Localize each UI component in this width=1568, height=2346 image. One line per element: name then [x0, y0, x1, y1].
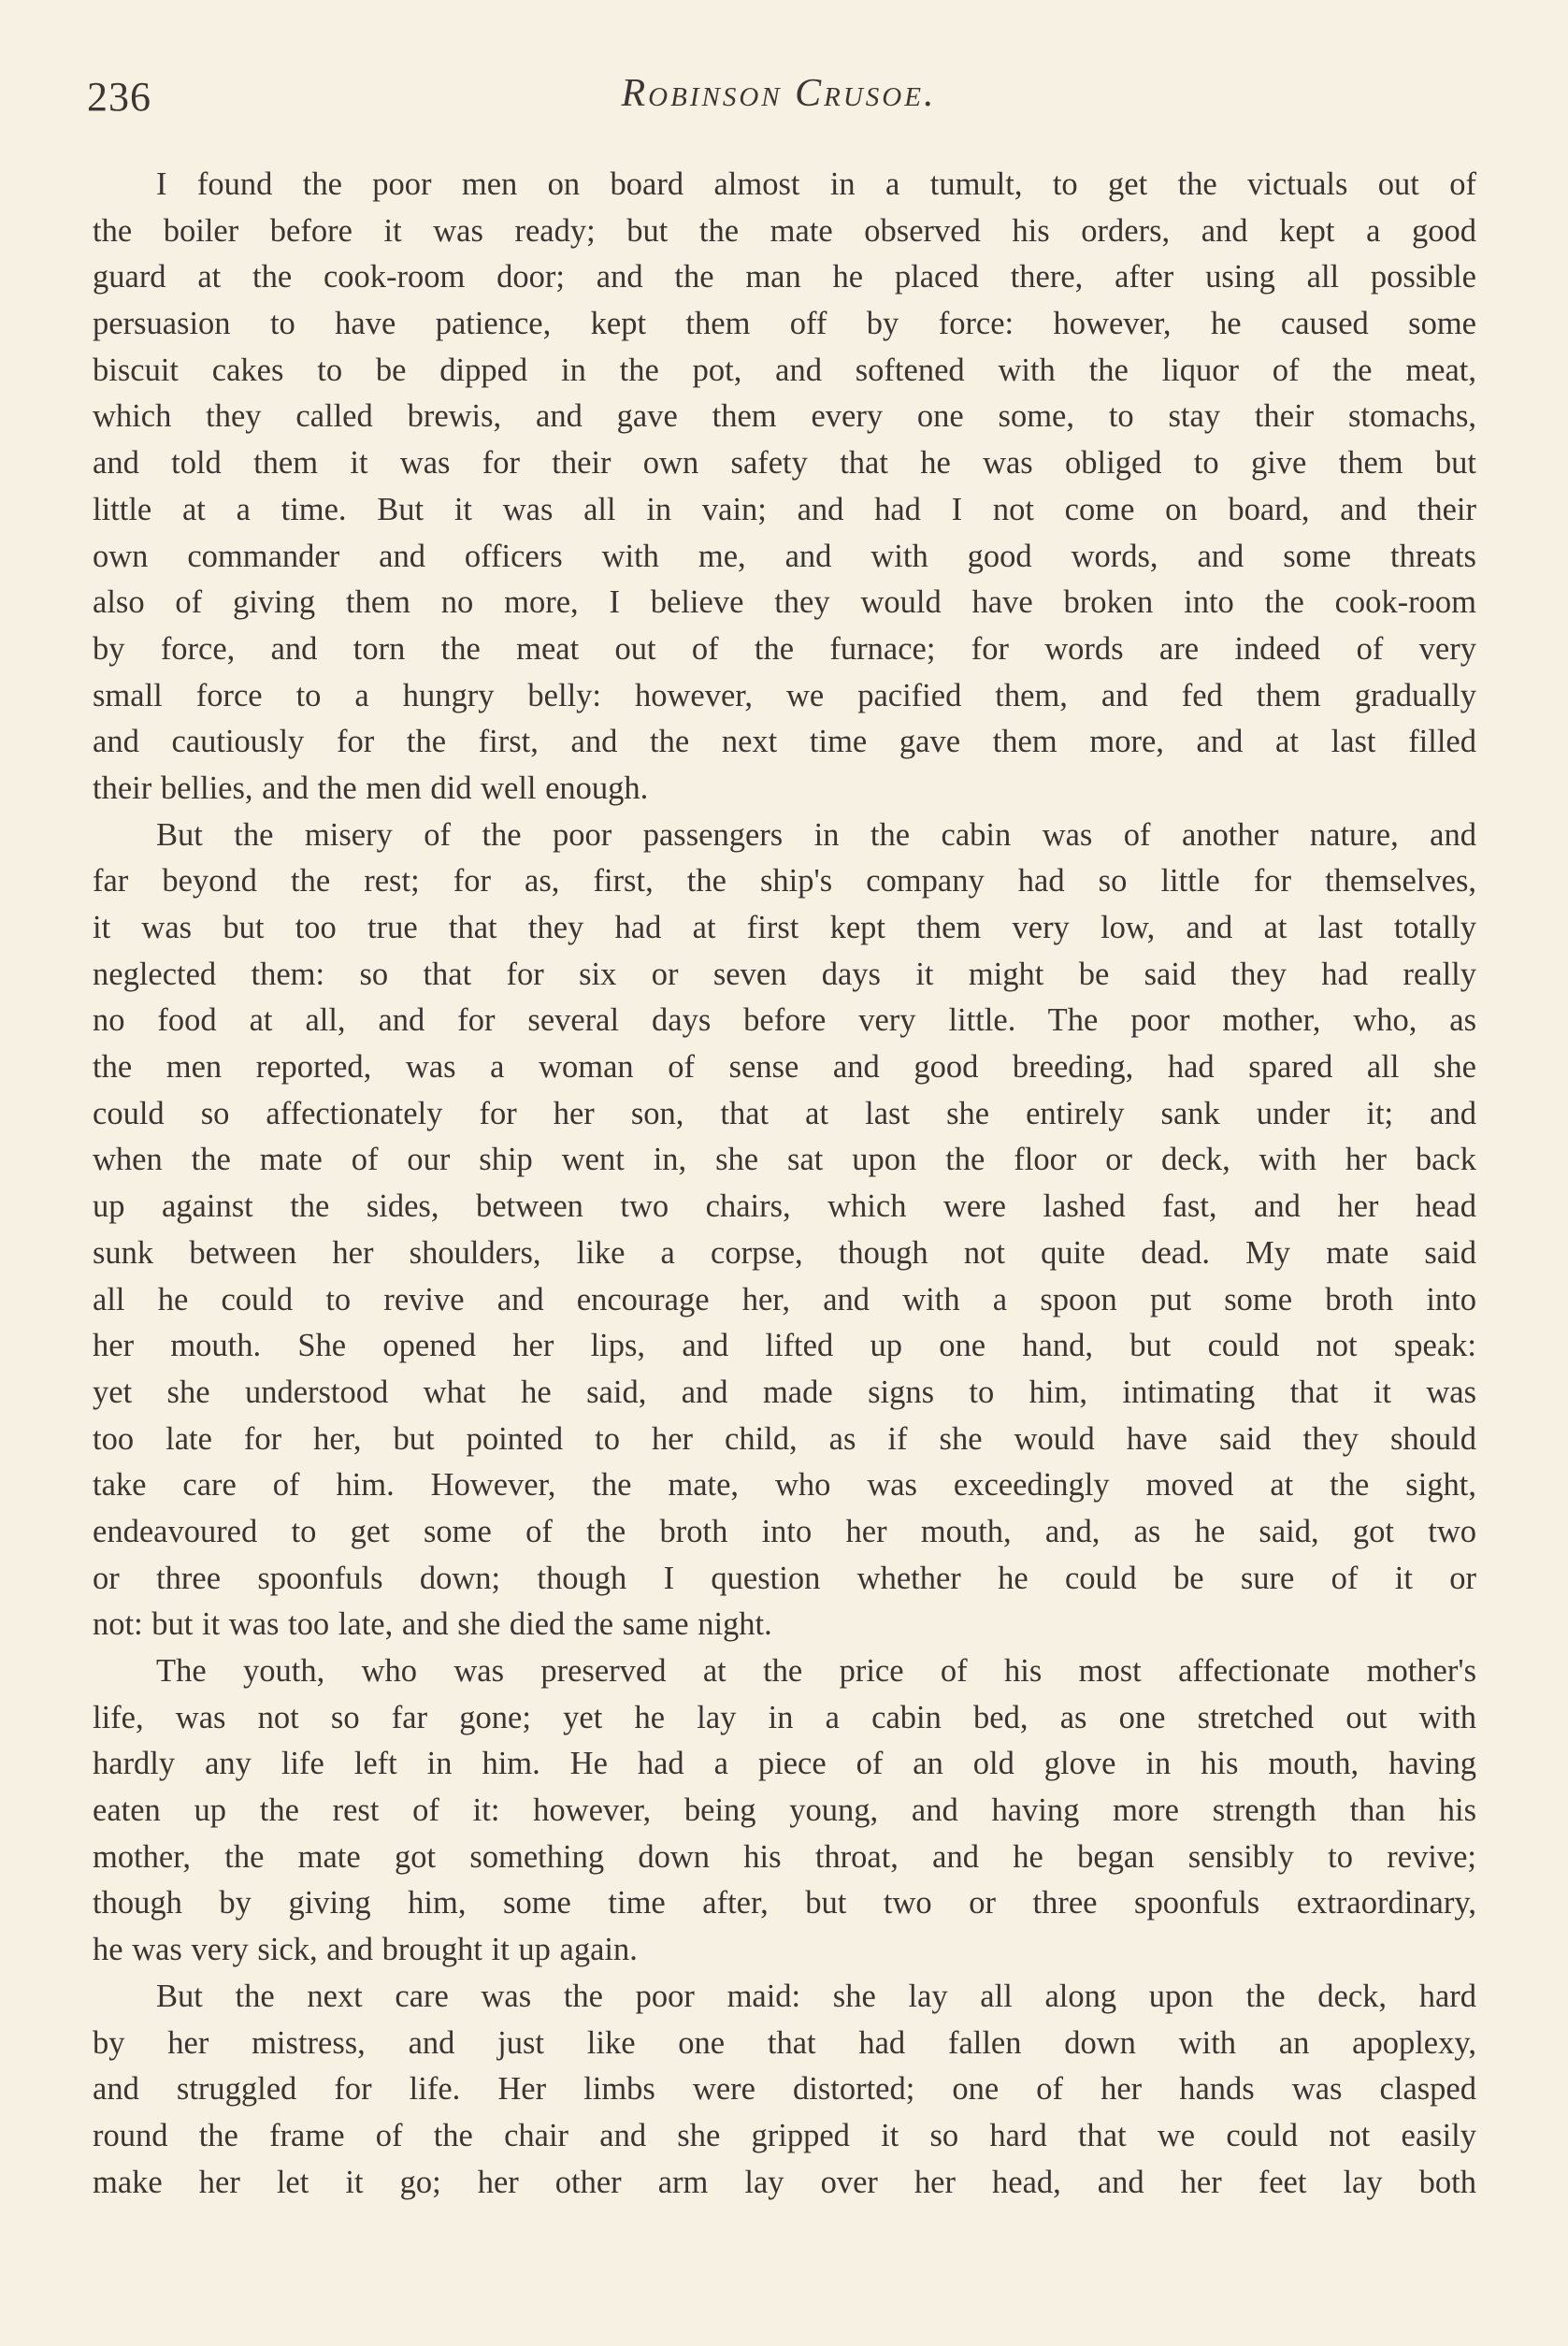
text-line: no food at all, and for several days before very little. The poor mother, who, as [93, 1002, 1476, 1039]
text-line: which they called brewis, and gave them every one some, to stay their stomachs, [93, 398, 1476, 435]
text-line: neglected them: so that for six or seven days it might be said they had really [93, 956, 1476, 992]
text-line: guard at the cook-room door; and the man he placed there, after using all possible [93, 259, 1476, 295]
text-line: could so affectionately for her son, that at last she entirely sank under it; and [93, 1095, 1476, 1131]
running-title: Robinson Crusoe. [621, 72, 937, 115]
text-line: endeavoured to get some of the broth into her mouth, and, as he said, got two [93, 1513, 1476, 1549]
text-line: when the mate of our ship went in, she sat upon the floor or deck, with her back [93, 1142, 1476, 1178]
text-line: round the frame of the chair and she gripped it so hard that we could not easily [93, 2117, 1476, 2153]
text-line: up against the sides, between two chairs, which were lashed fast, and her head [93, 1188, 1476, 1225]
text-line: their bellies, and the men did well enough. [93, 770, 649, 806]
text-line: mother, the mate got something down his throat, and he began sensibly to revive; [93, 1838, 1476, 1875]
text-line: I found the poor men on board almost in a tumult, to get the victuals out of [156, 166, 1476, 202]
text-line: little at a time. But it was all in vain; and had I not come on board, and their [93, 491, 1476, 527]
text-line: biscuit cakes to be dipped in the pot, and softened with the liquor of the meat, [93, 352, 1476, 388]
text-line: by her mistress, and just like one that had fallen down with an apoplexy, [93, 2024, 1476, 2061]
text-line: too late for her, but pointed to her child, as if she would have said they should [93, 1420, 1476, 1457]
text-line: own commander and officers with me, and with good words, and some threats [93, 538, 1476, 574]
text-line: he was very sick, and brought it up again. [93, 1932, 638, 1968]
text-line: hardly any life left in him. He had a piece of an old glove in his mouth, having [93, 1746, 1476, 1782]
text-line: sunk between her shoulders, like a corpse, though not quite dead. My mate said [93, 1234, 1476, 1271]
text-line: all he could to revive and encourage her, and with a spoon put some broth into [93, 1281, 1476, 1317]
text-line: though by giving him, some time after, but two or three spoonfuls extraordinary, [93, 1885, 1476, 1921]
text-line: make her let it go; her other arm lay over her head, and her feet lay both [93, 2164, 1476, 2200]
text-line: and struggled for life. Her limbs were distorted; one of her hands was clasped [93, 2071, 1476, 2108]
text-line: the boiler before it was ready; but the mate observed his orders, and kept a good [93, 212, 1476, 249]
text-line: the men reported, was a woman of sense and good breeding, had spared all she [93, 1049, 1476, 1086]
text-line: also of giving them no more, I believe they would have broken into the cook-room [93, 584, 1476, 621]
text-line: or three spoonfuls down; though I question whether he could be sure of it or [93, 1560, 1476, 1596]
text-line: take care of him. However, the mate, who was exceedingly moved at the sight, [93, 1467, 1476, 1504]
text-line: and told them it was for their own safety that he was obliged to give them but [93, 445, 1476, 482]
text-line: eaten up the rest of it: however, being young, and having more strength than his [93, 1792, 1476, 1829]
text-line: The youth, who was preserved at the price of his most affectionate mother's [156, 1653, 1476, 1689]
page-number: 236 [87, 74, 151, 120]
text-line: But the next care was the poor maid: she lay all along upon the deck, hard [156, 1978, 1476, 2014]
text-line: yet she understood what he said, and made signs to him, intimating that it was [93, 1374, 1476, 1410]
text-line: and cautiously for the first, and the next time gave them more, and at last filled [93, 724, 1476, 760]
page-header [87, 67, 1471, 133]
text-line: persuasion to have patience, kept them off by force: however, he caused some [93, 306, 1476, 342]
text-line: life, was not so far gone; yet he lay in a cabin bed, as one stretched out with [93, 1699, 1476, 1735]
body-text [93, 162, 1476, 2206]
text-line: not: but it was too late, and she died the same night. [93, 1606, 772, 1643]
text-line: by force, and torn the meat out of the furnace; for words are indeed of very [93, 630, 1476, 667]
text-line: it was but too true that they had at first kept them very low, and at last totally [93, 910, 1476, 945]
text-line: her mouth. She opened her lips, and lifted up one hand, but could not speak: [93, 1328, 1476, 1364]
text-line: small force to a hungry belly: however, we pacified them, and fed them gradually [93, 677, 1476, 713]
text-line: But the misery of the poor passengers in the cabin was of another nature, and [156, 816, 1476, 853]
text-line: far beyond the rest; for as, first, the ship's company had so little for themselves, [93, 863, 1476, 900]
